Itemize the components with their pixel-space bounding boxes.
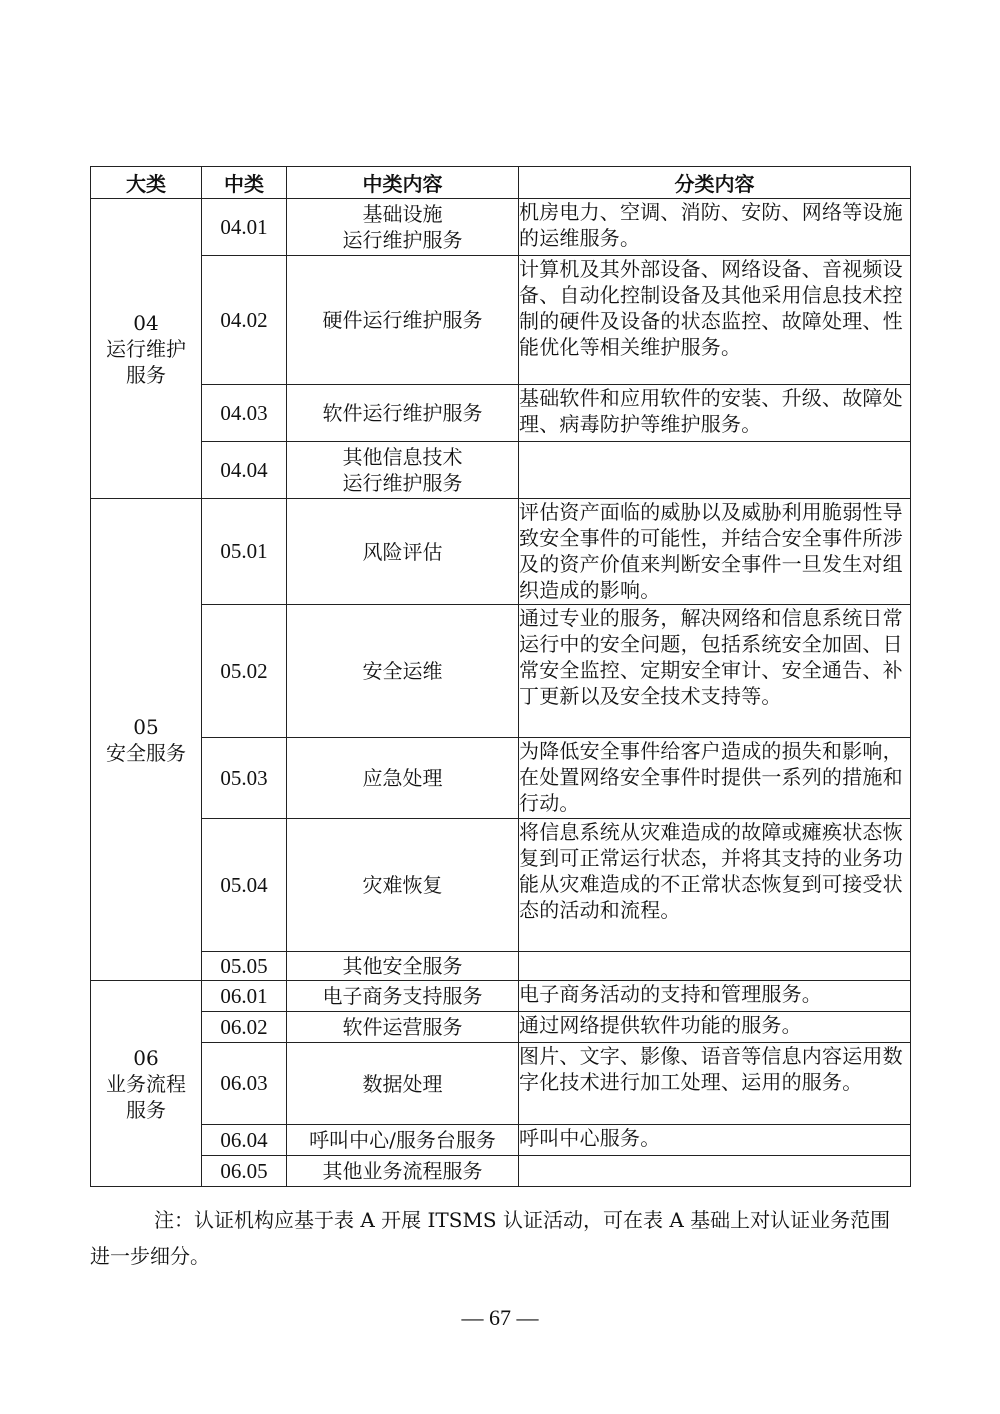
name-line: 风险评估: [362, 539, 443, 564]
table-row: [91, 499, 911, 605]
header-middle-content: 中类内容: [287, 167, 519, 199]
classification-desc: 计算机及其外部设备、网络设备、音视频设备、自动化控制设备及其他采用信息技术控制的硬件及设备的状态监控、故障处理、性能优化等相关维护服务。: [519, 256, 911, 385]
classification-desc: [519, 952, 911, 981]
classification-desc: 为降低安全事件给客户造成的损失和影响，在处置网络安全事件时提供一系列的措施和行动。: [519, 738, 911, 819]
header-classification-content: 分类内容: [519, 167, 911, 199]
middle-category-name: [287, 199, 519, 256]
middle-category-code: 06.03: [202, 1043, 287, 1125]
major-category-code: 04: [133, 310, 159, 335]
major-category-name: 服务: [126, 362, 166, 387]
table-row: [91, 1043, 911, 1125]
middle-category-code: 05.05: [202, 952, 287, 981]
name-line: 其他信息技术: [342, 445, 463, 469]
classification-desc: 电子商务活动的支持和管理服务。: [519, 981, 911, 1012]
header-major-category: 大类: [91, 167, 202, 199]
major-category-name: 服务: [126, 1097, 166, 1122]
table-row: [91, 1156, 911, 1187]
middle-category-name: [287, 442, 519, 499]
table-row: [91, 738, 911, 819]
name-line: 电子商务支持服务: [322, 984, 483, 1008]
major-category-cell: [91, 981, 202, 1187]
name-line: 其他安全服务: [342, 954, 463, 978]
middle-category-name: [287, 819, 519, 952]
major-category-cell: [91, 199, 202, 499]
table-note: [90, 1202, 910, 1274]
middle-category-name: [287, 1043, 519, 1125]
middle-category-name: [287, 981, 519, 1012]
middle-category-code: 06.01: [202, 981, 287, 1012]
middle-category-code: 05.03: [202, 738, 287, 819]
middle-category-code: 04.01: [202, 199, 287, 256]
table-row: [91, 952, 911, 981]
middle-category-code: 06.04: [202, 1125, 287, 1156]
middle-category-name: [287, 385, 519, 442]
table-row: [91, 819, 911, 952]
classification-desc: [519, 1156, 911, 1187]
name-line: 呼叫中心/服务台服务: [309, 1128, 496, 1152]
middle-category-name: [287, 1125, 519, 1156]
classification-desc: 图片、文字、影像、语音等信息内容运用数字化技术进行加工处理、运用的服务。: [519, 1043, 911, 1125]
major-category-code: 06: [133, 1045, 159, 1070]
major-category-name: 安全服务: [106, 740, 186, 765]
table-row: [91, 256, 911, 385]
name-line: 运行维护服务: [342, 228, 463, 252]
middle-category-code: 04.02: [202, 256, 287, 385]
name-line: 安全运维: [362, 659, 443, 683]
table-row: [91, 981, 911, 1012]
classification-desc: 评估资产面临的威胁以及威胁利用脆弱性导致安全事件的可能性，并结合安全事件所涉及的资产价值来判断安全事件一旦发生对组织造成的影响。: [519, 499, 911, 605]
note-text: 注：认证机构应基于表 A 开展 ITSMS 认证活动，可在表 A 基础上对认证业务范围进一步细分。: [90, 1208, 891, 1268]
table-header-row: [91, 167, 911, 199]
page-number: — 67 —: [461, 1305, 539, 1330]
middle-category-code: 06.02: [202, 1012, 287, 1043]
middle-category-name: [287, 952, 519, 981]
middle-category-name: [287, 1156, 519, 1187]
classification-desc: 通过网络提供软件功能的服务。: [519, 1012, 911, 1043]
middle-category-code: 06.05: [202, 1156, 287, 1187]
middle-category-name: [287, 605, 519, 738]
major-category-name: 运行维护: [106, 336, 186, 361]
table-row: [91, 199, 911, 256]
table-row: [91, 1012, 911, 1043]
name-line: 硬件运行维护服务: [322, 308, 483, 332]
service-classification-table: [90, 166, 911, 1187]
middle-category-name: [287, 1012, 519, 1043]
classification-desc: 机房电力、空调、消防、安防、网络等设施的运维服务。: [519, 199, 911, 256]
major-category-code: 05: [133, 714, 159, 739]
major-category-cell: [91, 499, 202, 981]
middle-category-name: [287, 738, 519, 819]
middle-category-code: 05.04: [202, 819, 287, 952]
middle-category-code: 04.04: [202, 442, 287, 499]
name-line: 其他业务流程服务: [322, 1159, 483, 1183]
name-line: 灾难恢复: [362, 873, 443, 897]
middle-category-code: 05.02: [202, 605, 287, 738]
name-line: 数据处理: [362, 1071, 443, 1096]
table-row: [91, 605, 911, 738]
major-category-name: 业务流程: [106, 1071, 186, 1096]
middle-category-code: 04.03: [202, 385, 287, 442]
table-row: [91, 385, 911, 442]
classification-desc: 呼叫中心服务。: [519, 1125, 911, 1156]
header-middle-category: 中类: [202, 167, 287, 199]
middle-category-name: [287, 499, 519, 605]
name-line: 软件运营服务: [342, 1015, 463, 1039]
classification-desc: 通过专业的服务，解决网络和信息系统日常运行中的安全问题，包括系统安全加固、日常安全监控、定期安全审计、安全通告、补丁更新以及安全技术支持等。: [519, 605, 911, 738]
classification-desc: 将信息系统从灾难造成的故障或瘫痪状态恢复到可正常运行状态，并将其支持的业务功能从灾难造成的不正常状态恢复到可接受状态的活动和流程。: [519, 819, 911, 952]
classification-desc: [519, 442, 911, 499]
name-line: 运行维护服务: [342, 471, 463, 495]
middle-category-code: 05.01: [202, 499, 287, 605]
classification-desc: 基础软件和应用软件的安装、升级、故障处理、病毒防护等维护服务。: [519, 385, 911, 442]
table-row: [91, 1125, 911, 1156]
name-line: 软件运行维护服务: [322, 401, 483, 425]
table-row: [91, 442, 911, 499]
middle-category-name: [287, 256, 519, 385]
name-line: 基础设施: [362, 202, 443, 226]
name-line: 应急处理: [362, 766, 443, 790]
